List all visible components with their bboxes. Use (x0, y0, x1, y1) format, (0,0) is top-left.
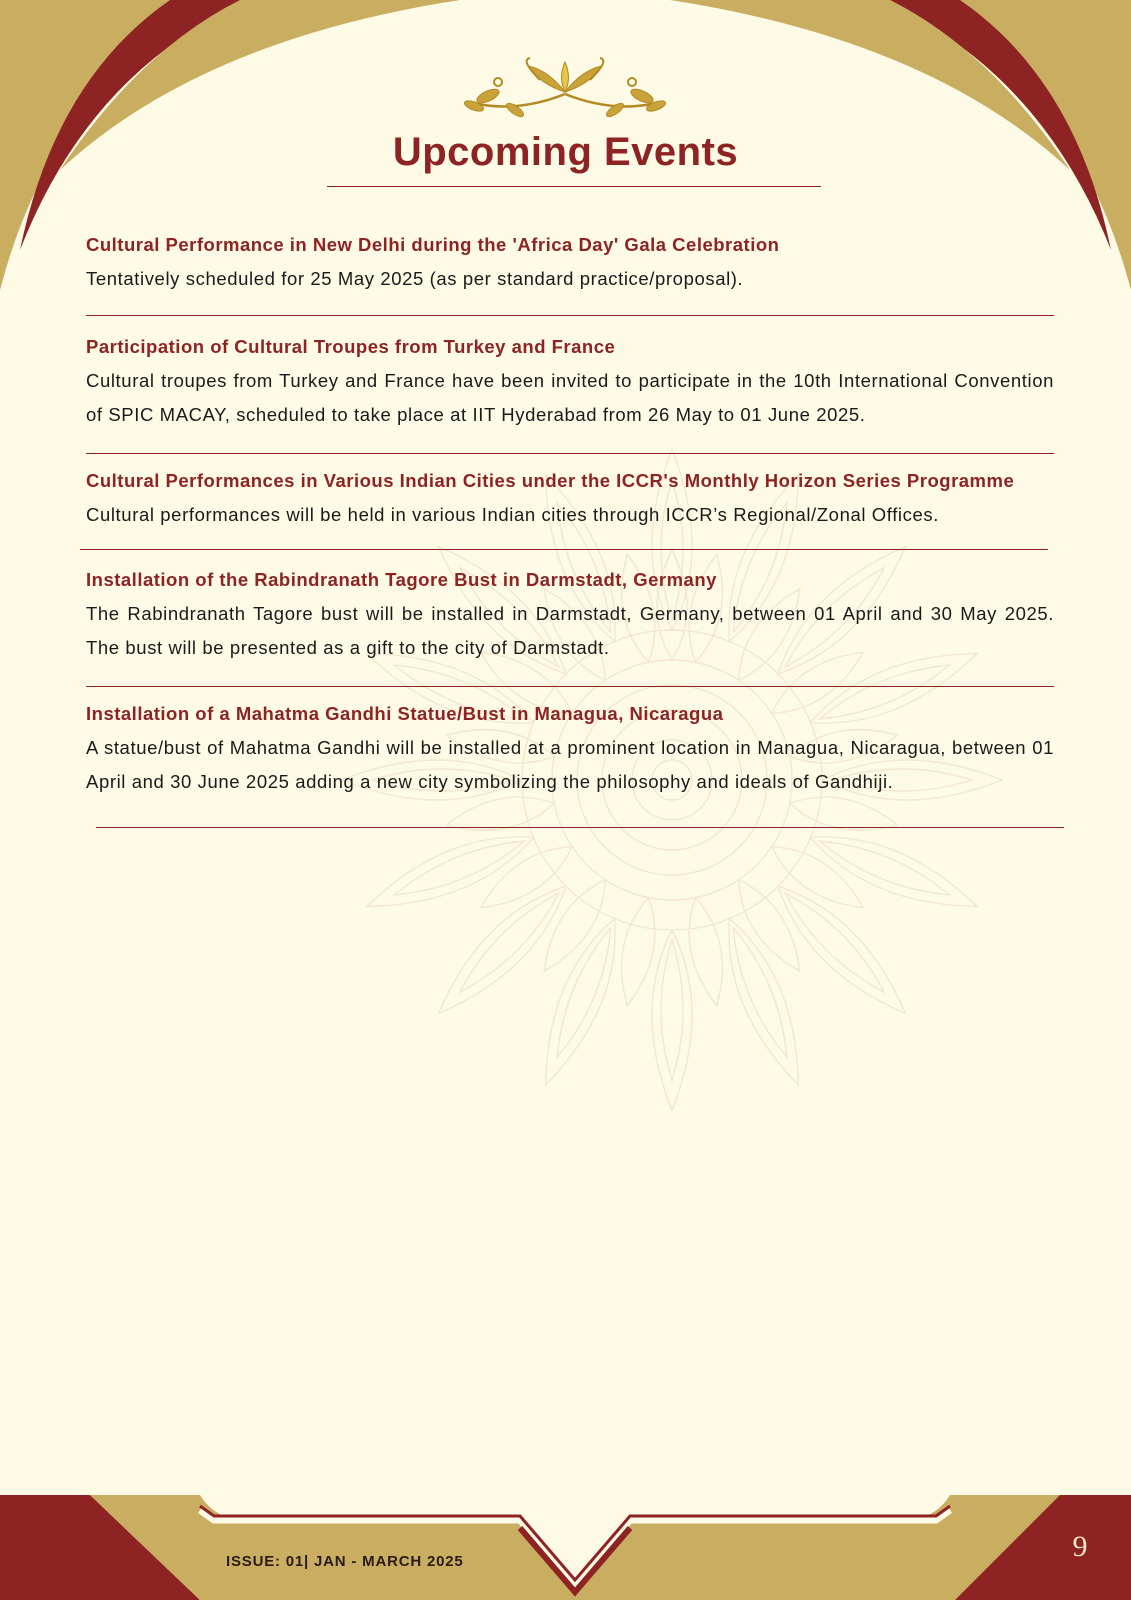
divider (86, 453, 1054, 454)
divider (80, 549, 1048, 550)
event-item (86, 563, 1054, 665)
event-body: Tentatively scheduled for 25 May 2025 (as per standard practice/proposal). (86, 268, 744, 289)
title-underline (327, 186, 821, 187)
page-title: Upcoming Events (392, 130, 739, 174)
event-item (86, 330, 1054, 432)
event-item (86, 228, 1054, 296)
event-body: Cultural performances will be held in various Indian cities through ICCR’s Regional/Zonal Offices. (86, 504, 939, 525)
page-number: 9 (1072, 1530, 1088, 1563)
event-heading: Cultural Performances in Various Indian Cities under the ICCR's Monthly Horizon Series Programme (86, 470, 1015, 491)
event-item (86, 697, 1054, 799)
divider (86, 686, 1054, 687)
event-body: The Rabindranath Tagore bust will be installed in Darmstadt, Germany, between 01 April and 30 May 2025. The bust will be presented as a gift to the city of Darmstadt. (86, 603, 1054, 658)
event-heading: Installation of a Mahatma Gandhi Statue/Bust in Managua, Nicaragua (86, 703, 724, 724)
event-item (86, 464, 1054, 532)
event-heading: Installation of the Rabindranath Tagore Bust in Darmstadt, Germany (86, 569, 717, 590)
floral-ornament-icon (463, 58, 667, 119)
events-list (86, 228, 1054, 828)
event-heading: Cultural Performance in New Delhi during the 'Africa Day' Gala Celebration (86, 234, 780, 255)
event-heading: Participation of Cultural Troupes from Turkey and France (86, 336, 616, 357)
issue-label: ISSUE: 01| JAN - MARCH 2025 (226, 1553, 464, 1570)
event-body: A statue/bust of Mahatma Gandhi will be installed at a prominent location in Managua, Nicaragua, between 01 April and 30 June 2025 adding a new city symbolizing the philosophy and ideals of Gandhiji. (86, 737, 1054, 792)
divider (96, 827, 1064, 828)
divider (86, 315, 1054, 316)
event-body: Cultural troupes from Turkey and France have been invited to participate in the 10th International Convention of SPIC MACAY, scheduled to take place at IIT Hyderabad from 26 May to 01 June 2025. (86, 370, 1054, 425)
